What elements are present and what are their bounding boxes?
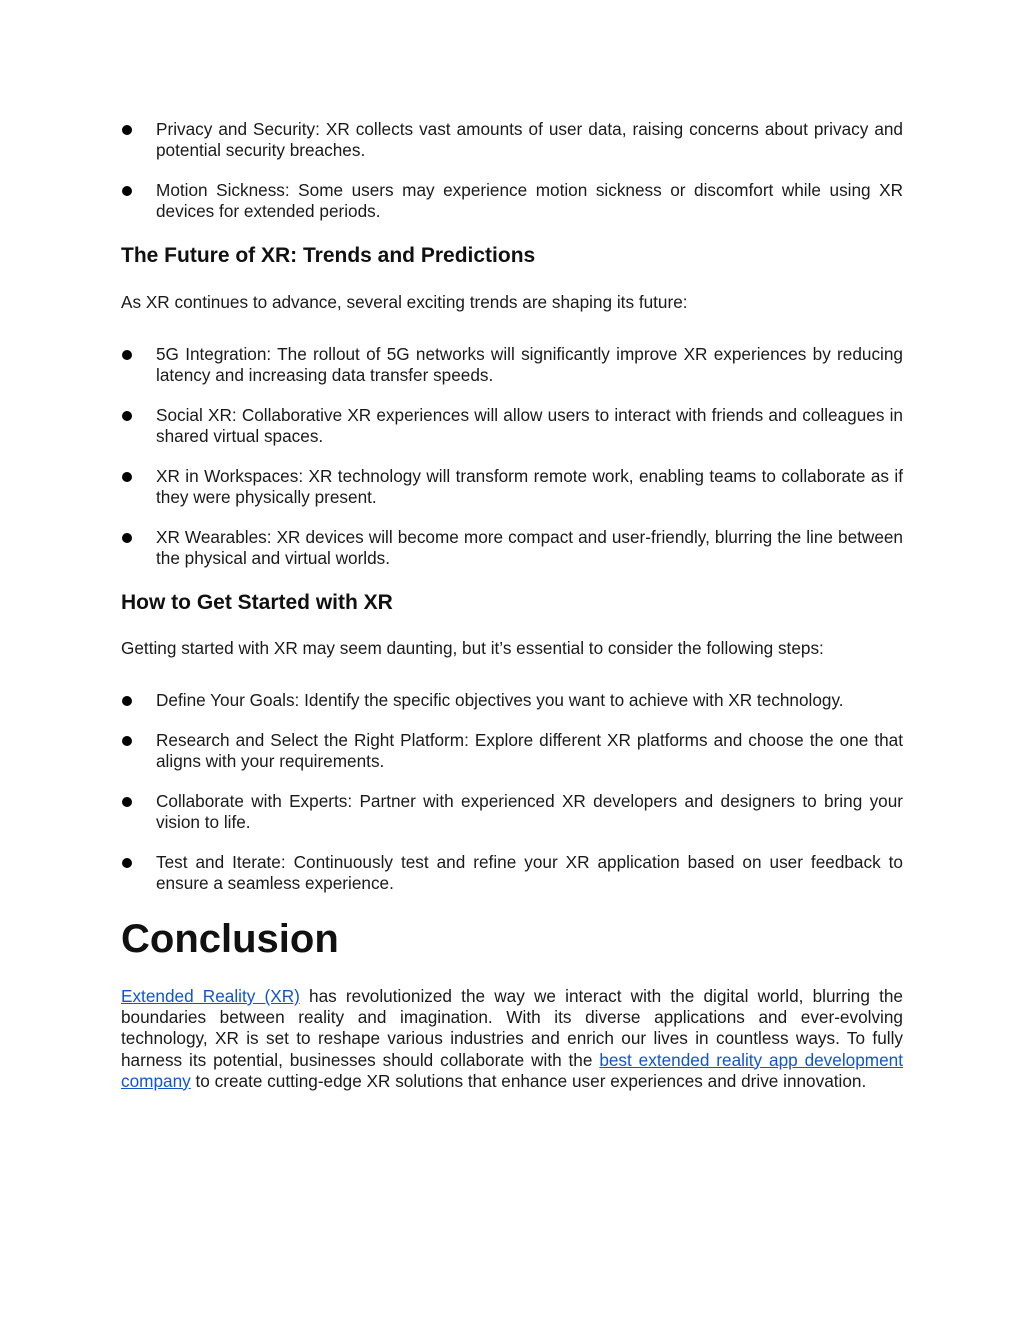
list-item-text: XR in Workspaces: XR technology will transform remote work, enabling teams to collaborate as if they were physically present. <box>156 466 903 507</box>
list-item <box>121 730 903 772</box>
list-item-text: Privacy and Security: XR collects vast amounts of user data, raising concerns about privacy and potential security breaches. <box>156 119 903 160</box>
list-item <box>121 466 903 508</box>
list-item <box>121 180 903 222</box>
extended-reality-link[interactable]: Extended Reality (XR) <box>121 986 300 1006</box>
list-item-text: Define Your Goals: Identify the specific objectives you want to achieve with XR technology. <box>156 690 844 710</box>
bullet-icon <box>122 350 132 360</box>
bullet-icon <box>122 125 132 135</box>
getting-started-intro: Getting started with XR may seem daunting, but it’s essential to consider the following steps: <box>121 638 824 658</box>
list-item <box>121 852 903 894</box>
bullet-icon <box>122 858 132 868</box>
list-item-text: Collaborate with Experts: Partner with experienced XR developers and designers to bring your vision to life. <box>156 791 903 832</box>
list-item <box>121 344 903 386</box>
list-item-text: 5G Integration: The rollout of 5G networks will significantly improve XR experiences by reducing latency and increasing data transfer speeds. <box>156 344 903 385</box>
list-item-text: XR Wearables: XR devices will become more compact and user-friendly, blurring the line between the physical and virtual worlds. <box>156 527 903 568</box>
getting-started-steps-list <box>121 690 903 894</box>
conclusion-text-1: has revolutionized the way we interact with the digital world, blurring the boundaries between reality and imagination. With its diverse applications and ever-evolving technology, XR is set to reshape various industries and enrich our lives in countless ways. To fully harness its potential, businesses should collaborate with the <box>121 986 903 1070</box>
future-intro: As XR continues to advance, several exciting trends are shaping its future: <box>121 292 688 312</box>
bullet-icon <box>122 533 132 543</box>
bullet-icon <box>122 186 132 196</box>
list-item-text: Test and Iterate: Continuously test and refine your XR application based on user feedback to ensure a seamless experience. <box>156 852 903 893</box>
bullet-icon <box>122 411 132 421</box>
bullet-icon <box>122 736 132 746</box>
list-item-text: Social XR: Collaborative XR experiences will allow users to interact with friends and colleagues in shared virtual spaces. <box>156 405 903 446</box>
document-page <box>121 119 903 1092</box>
list-item <box>121 527 903 569</box>
challenges-list <box>121 119 903 222</box>
list-item-text: Motion Sickness: Some users may experience motion sickness or discomfort while using XR devices for extended periods. <box>156 180 903 221</box>
future-heading: The Future of XR: Trends and Predictions <box>121 244 536 267</box>
list-item <box>121 405 903 447</box>
bullet-icon <box>122 472 132 482</box>
list-item-text: Research and Select the Right Platform: Explore different XR platforms and choose the one that aligns with your requirements. <box>156 730 903 771</box>
bullet-icon <box>122 797 132 807</box>
bullet-icon <box>122 696 132 706</box>
list-item <box>121 791 903 833</box>
conclusion-paragraph <box>121 986 903 1092</box>
list-item <box>121 119 903 161</box>
conclusion-heading: Conclusion <box>121 917 339 961</box>
future-trends-list <box>121 344 903 569</box>
conclusion-text-2: to create cutting-edge XR solutions that enhance user experiences and drive innovation. <box>190 1070 867 1091</box>
getting-started-heading: How to Get Started with XR <box>121 591 393 614</box>
xr-company-link[interactable]: best extended reality app development company <box>121 1049 903 1091</box>
list-item <box>121 690 903 711</box>
